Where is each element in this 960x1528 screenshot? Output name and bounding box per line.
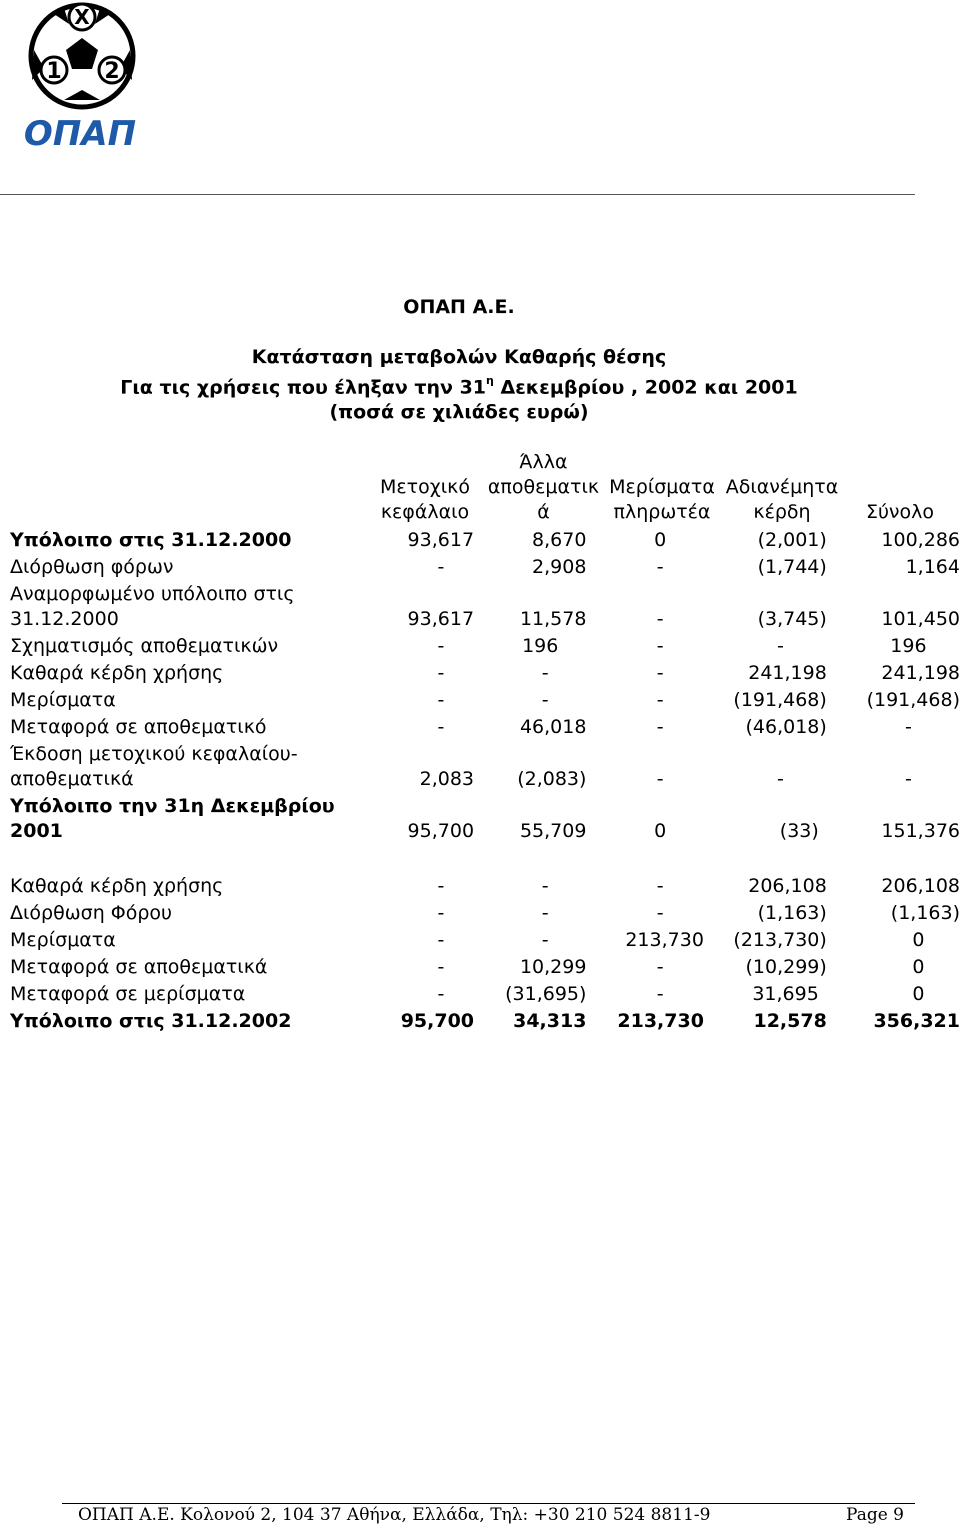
cell-share-capital: 95,700 — [407, 820, 475, 842]
table-row — [10, 632, 960, 659]
cell-dividends-payable: 0 — [654, 820, 667, 842]
table-row — [10, 740, 960, 792]
statement-units: (ποσά σε χιλιάδες ευρώ) — [329, 401, 589, 424]
row-label-line: Υπόλοιπο την 31η Δεκεμβρίου — [10, 795, 335, 817]
page-number: Page 9 — [846, 1505, 904, 1525]
table-row — [10, 553, 960, 580]
column-header-dividends-payable — [607, 475, 717, 525]
cell-dividends-payable: - — [656, 716, 664, 738]
cell-other-reserves: - — [541, 929, 549, 951]
column-header-line: κέρδη — [753, 501, 811, 523]
cell-total: 0 — [912, 929, 925, 951]
logo-wordmark: ΟΠΑΠ — [23, 114, 137, 152]
equity-changes-table — [10, 526, 960, 1034]
column-header-line: Μετοχικό — [380, 476, 470, 498]
table-row — [10, 953, 960, 980]
row-label: Μεταφορά σε μερίσματα — [10, 983, 246, 1005]
row-label: Υπόλοιπο στις 31.12.2002 — [10, 1010, 292, 1032]
cell-share-capital: - — [437, 635, 445, 657]
cell-retained-earnings: - — [776, 635, 784, 657]
cell-other-reserves: 196 — [522, 635, 559, 657]
cell-other-reserves: 34,313 — [513, 1010, 587, 1032]
statement-period — [0, 370, 918, 400]
row-label-line: Αναμορφωμένο υπόλοιπο στις — [10, 583, 295, 605]
cell-total: 0 — [912, 956, 925, 978]
cell-retained-earnings: - — [776, 768, 784, 790]
cell-retained-earnings: 12,578 — [753, 1010, 827, 1032]
cell-retained-earnings: (33) — [779, 820, 819, 842]
table-row — [10, 872, 960, 899]
cell-share-capital: - — [437, 662, 445, 684]
table-row — [10, 659, 960, 686]
cell-retained-earnings: (213,730) — [733, 929, 827, 951]
row-label: Διόρθωση Φόρου — [10, 902, 173, 924]
cell-share-capital: 2,083 — [419, 768, 475, 790]
cell-dividends-payable: - — [656, 662, 664, 684]
column-header-line: Σύνολο — [865, 501, 935, 523]
period-text-before: Για τις χρήσεις που έληξαν την 31 — [120, 376, 487, 399]
table-row — [10, 899, 960, 926]
logo-x: X — [74, 5, 90, 29]
column-header-other-reserves — [485, 450, 602, 525]
cell-other-reserves: 10,299 — [519, 956, 587, 978]
cell-dividends-payable: - — [656, 635, 664, 657]
cell-dividends-payable: 213,730 — [617, 1010, 704, 1032]
table-row — [10, 580, 960, 632]
header-rule-right — [460, 194, 915, 195]
company-name: ΟΠΑΠ Α.Ε. — [403, 296, 515, 318]
row-label-line: 2001 — [10, 820, 63, 842]
cell-other-reserves: 11,578 — [519, 608, 587, 630]
column-header-line: Αδιανέμητα — [725, 476, 839, 498]
cell-share-capital: - — [437, 875, 445, 897]
row-label-line: Έκδοση μετοχικού κεφαλαίου- — [10, 743, 298, 765]
cell-other-reserves: - — [541, 689, 549, 711]
row-label: Καθαρά κέρδη χρήσης — [10, 662, 224, 684]
cell-dividends-payable: - — [656, 768, 664, 790]
footer-rule — [62, 1503, 915, 1504]
row-label — [10, 580, 358, 632]
row-label — [10, 526, 358, 553]
cell-dividends-payable: - — [656, 875, 664, 897]
row-label — [10, 740, 358, 792]
column-header-line: κεφάλαιο — [380, 501, 470, 523]
row-label: Μεταφορά σε αποθεματικό — [10, 716, 267, 738]
column-header-total — [855, 500, 945, 525]
statement-title: Κατάσταση μεταβολών Καθαρής θέσης — [251, 346, 667, 368]
statement-title-block — [0, 345, 918, 425]
cell-retained-earnings: (1,744) — [757, 556, 827, 578]
row-label-text: Υπόλοιπο στις 31.12.2000 — [10, 529, 292, 551]
column-header-line: ά — [537, 501, 550, 523]
opap-logo — [14, 0, 148, 152]
cell-share-capital: 93,617 — [407, 529, 475, 551]
cell-other-reserves: - — [541, 662, 549, 684]
cell-retained-earnings: 241,198 — [748, 662, 827, 684]
cell-total: (191,468) — [866, 689, 960, 711]
row-label — [10, 792, 358, 844]
column-header-line: αποθεματικ — [487, 476, 600, 498]
cell-total: 100,286 — [881, 529, 960, 551]
table-row — [10, 686, 960, 713]
cell-total: 356,321 — [873, 1010, 960, 1032]
cell-total: 241,198 — [881, 662, 960, 684]
cell-dividends-payable: 213,730 — [625, 929, 704, 951]
cell-dividends-payable: - — [656, 902, 664, 924]
cell-other-reserves: (31,695) — [505, 983, 587, 1005]
cell-total: 206,108 — [881, 875, 960, 897]
row-label: Μεταφορά σε αποθεματικά — [10, 956, 268, 978]
header-rule-left — [0, 194, 460, 195]
cell-dividends-payable: - — [656, 956, 664, 978]
cell-retained-earnings: (3,745) — [757, 608, 827, 630]
cell-retained-earnings: (10,299) — [745, 956, 827, 978]
cell-dividends-payable: - — [656, 608, 664, 630]
opap-logo-graphic — [14, 0, 148, 152]
cell-retained-earnings: 206,108 — [748, 875, 827, 897]
row-label: Σχηματισμός αποθεματικών — [10, 635, 279, 657]
cell-share-capital: - — [437, 956, 445, 978]
period-superscript: η — [486, 374, 494, 387]
cell-share-capital: - — [437, 983, 445, 1005]
cell-share-capital: - — [437, 689, 445, 711]
cell-dividends-payable: 0 — [654, 529, 667, 551]
row-label-line: αποθεματικά — [10, 768, 134, 790]
table-row — [10, 526, 960, 553]
cell-total: - — [904, 768, 912, 790]
logo-1: 1 — [46, 59, 62, 84]
row-label: Καθαρά κέρδη χρήσης — [10, 875, 224, 897]
cell-share-capital: 95,700 — [400, 1010, 475, 1032]
cell-other-reserves: - — [541, 875, 549, 897]
cell-retained-earnings: (1,163) — [757, 902, 827, 924]
cell-retained-earnings: (2,001) — [757, 529, 827, 551]
logo-2: 2 — [104, 59, 120, 84]
footer-address: ΟΠΑΠ Α.Ε. Κολονού 2, 104 37 Αθήνα, Ελλάδα, Τηλ: +30 210 524 8811-9 — [78, 1505, 711, 1525]
cell-retained-earnings: (46,018) — [745, 716, 827, 738]
table-row — [10, 926, 960, 953]
cell-other-reserves: - — [541, 902, 549, 924]
column-header-line: Μερίσματα — [609, 476, 715, 498]
column-header-line: Άλλα — [519, 451, 568, 473]
cell-total: (1,163) — [890, 902, 960, 924]
column-header-share-capital — [376, 475, 474, 525]
cell-retained-earnings: (191,468) — [733, 689, 827, 711]
cell-other-reserves: (2,083) — [517, 768, 587, 790]
cell-dividends-payable: - — [656, 689, 664, 711]
cell-dividends-payable: - — [656, 983, 664, 1005]
cell-total: 196 — [890, 635, 927, 657]
cell-other-reserves: 2,908 — [532, 556, 587, 578]
cell-dividends-payable: - — [656, 556, 664, 578]
column-header-line: πληρωτέα — [613, 501, 711, 523]
table-row — [10, 792, 960, 844]
cell-total: 1,164 — [905, 556, 960, 578]
row-label: Μερίσματα — [10, 929, 116, 951]
cell-share-capital: - — [437, 902, 445, 924]
cell-other-reserves: 46,018 — [519, 716, 587, 738]
row-label: Διόρθωση φόρων — [10, 556, 174, 578]
cell-share-capital: - — [437, 716, 445, 738]
cell-share-capital: - — [437, 556, 445, 578]
cell-total: 101,450 — [881, 608, 960, 630]
period-text-after: Δεκεμβρίου , 2002 και 2001 — [493, 376, 798, 399]
row-label: Μερίσματα — [10, 689, 116, 711]
cell-share-capital: - — [437, 929, 445, 951]
cell-other-reserves: 8,670 — [532, 529, 587, 551]
cell-total: - — [904, 716, 912, 738]
column-header-retained-earnings — [722, 475, 842, 525]
cell-total: 151,376 — [881, 820, 960, 842]
table-row — [10, 713, 960, 740]
table-spacer — [10, 844, 960, 872]
cell-retained-earnings: 31,695 — [752, 983, 819, 1005]
cell-total: 0 — [912, 983, 925, 1005]
row-label-line: 31.12.2000 — [10, 608, 119, 630]
cell-other-reserves: 55,709 — [519, 820, 587, 842]
table-row — [10, 980, 960, 1007]
cell-share-capital: 93,617 — [407, 608, 475, 630]
table-row-total — [10, 1007, 960, 1034]
